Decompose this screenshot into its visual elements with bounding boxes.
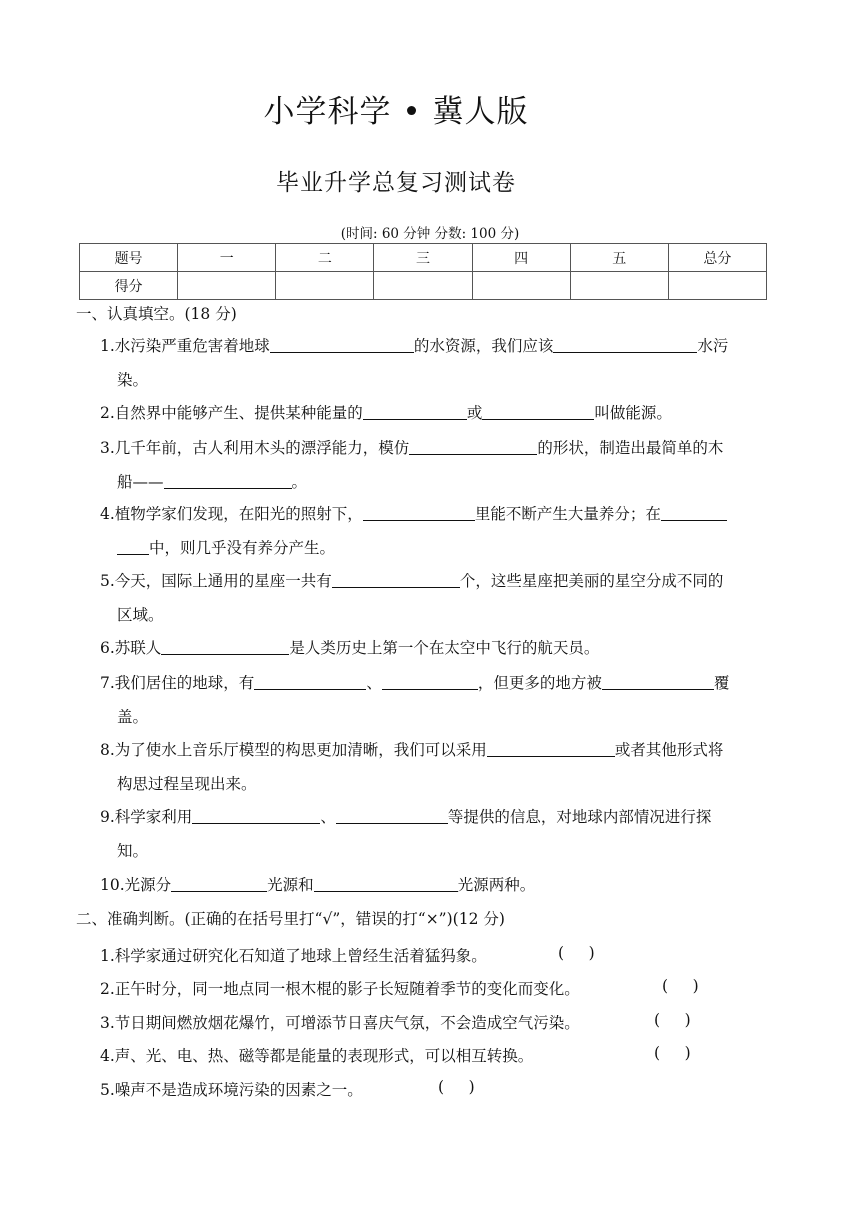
score-header-cell: 题号 (80, 244, 178, 272)
answer-blank[interactable] (336, 807, 448, 824)
score-header-cell: 总分 (668, 244, 766, 272)
question-text: 今天，国际上通用的星座一共有 (114, 572, 332, 590)
question-text: 构思过程呈现出来。 (117, 775, 257, 793)
answer-parentheses[interactable]: ( ) (558, 944, 595, 962)
score-header-cell: 一 (178, 244, 276, 272)
answer-blank[interactable] (409, 438, 537, 455)
question-text: ，但更多的地方被 (477, 674, 602, 692)
score-header-cell: 五 (570, 244, 668, 272)
question-text: 苏联人 (114, 639, 162, 657)
question-text: 船—— (117, 473, 164, 491)
score-header-cell: 四 (472, 244, 570, 272)
answer-parentheses[interactable]: ( ) (662, 977, 699, 995)
answer-blank[interactable] (553, 336, 697, 353)
question-text: 或者其他形式将 (614, 741, 724, 759)
answer-blank[interactable] (164, 472, 292, 489)
answer-blank[interactable] (332, 571, 460, 588)
answer-parentheses[interactable]: ( ) (438, 1078, 475, 1096)
question-text: 的形状，制造出最简单的木 (537, 439, 724, 457)
question-text: 等提供的信息，对地球内部情况进行探 (447, 808, 712, 826)
question-number: 4. (100, 505, 115, 523)
question-number: 10. (100, 876, 125, 894)
score-table-score-row (80, 272, 767, 300)
answer-blank[interactable] (602, 673, 714, 690)
score-header-cell: 三 (374, 244, 472, 272)
answer-blank[interactable] (487, 740, 615, 757)
question-5 (100, 564, 790, 632)
judgement-question-2: 2.正午时分，同一地点同一根木棍的影子长短随着季节的变化而变化。 (100, 980, 580, 998)
answer-blank[interactable] (382, 673, 478, 690)
question-text: 我们居住的地球，有 (114, 674, 255, 692)
judgement-question-3: 3.节日期间燃放烟花爆竹，可增添节日喜庆气氛，不会造成空气污染。 (100, 1014, 580, 1032)
score-input-cell[interactable] (668, 272, 766, 300)
question-text: 植物学家们发现，在阳光的照射下， (114, 505, 363, 523)
score-input-cell[interactable] (570, 272, 668, 300)
question-10 (100, 868, 790, 902)
question-text: 是人类历史上第一个在太空中飞行的航天员。 (289, 639, 600, 657)
question-2 (100, 396, 790, 430)
score-table (79, 243, 767, 300)
answer-blank[interactable] (363, 504, 475, 521)
question-text: 中，则几乎没有养分产生。 (149, 539, 336, 557)
score-input-cell[interactable] (178, 272, 276, 300)
judgement-question-4: 4.声、光、电、热、磁等都是能量的表现形式，可以相互转换。 (100, 1047, 534, 1065)
page-title: 小学科学 • 冀人版 (263, 94, 529, 130)
question-text: 区域。 (117, 606, 164, 624)
question-text: 的水资源，我们应该 (413, 337, 554, 355)
question-text: 几千年前，古人利用木头的漂浮能力，模仿 (114, 439, 410, 457)
answer-blank[interactable] (161, 638, 289, 655)
score-row-label: 得分 (80, 272, 178, 300)
judgement-question-1: 1.科学家通过研究化石知道了地球上曾经生活着猛犸象。 (100, 947, 487, 965)
question-6 (100, 631, 790, 665)
answer-blank[interactable] (270, 336, 414, 353)
question-text: 为了使水上音乐厅模型的构思更加清晰，我们可以采用 (114, 741, 487, 759)
question-number: 7. (100, 674, 115, 692)
question-number: 6. (100, 639, 115, 657)
score-header-cell: 二 (276, 244, 374, 272)
answer-parentheses[interactable]: ( ) (654, 1011, 691, 1029)
answer-blank-continued[interactable] (117, 538, 149, 555)
question-8 (100, 733, 790, 801)
question-number: 5. (100, 572, 115, 590)
page-subtitle: 毕业升学总复习测试卷 (276, 170, 516, 196)
section-2-heading: 二、准确判断。(正确的在括号里打“√”，错误的打“×”)(12 分) (76, 910, 505, 928)
score-input-cell[interactable] (276, 272, 374, 300)
question-text: 水污染严重危害着地球 (114, 337, 270, 355)
question-number: 3. (100, 439, 115, 457)
question-text: 里能不断产生大量养分；在 (474, 505, 661, 523)
question-text: 染。 (117, 371, 149, 389)
question-text: 、 (320, 808, 336, 826)
question-7 (100, 666, 790, 734)
answer-blank[interactable] (482, 403, 594, 420)
question-text: 覆 (713, 674, 730, 692)
question-number: 2. (100, 404, 115, 422)
answer-blank[interactable] (363, 403, 467, 420)
answer-parentheses[interactable]: ( ) (654, 1044, 691, 1062)
answer-blank[interactable] (192, 807, 320, 824)
question-text: 或 (466, 404, 483, 422)
question-text: 知。 (117, 842, 149, 860)
section-1-heading: 一、认真填空。(18 分) (76, 305, 237, 323)
question-text: 光源两种。 (457, 876, 536, 894)
question-9 (100, 800, 790, 868)
question-text: 光源分 (124, 876, 172, 894)
exam-meta: (时间: 60 分钟 分数: 100 分) (340, 226, 520, 242)
answer-blank[interactable] (171, 875, 267, 892)
question-number: 9. (100, 808, 115, 826)
question-text: 。 (291, 473, 308, 491)
question-text: 、 (366, 674, 382, 692)
answer-blank[interactable] (314, 875, 458, 892)
question-text: 水污 (697, 337, 729, 355)
answer-blank[interactable] (661, 504, 727, 521)
judgement-question-5: 5.噪声不是造成环境污染的因素之一。 (100, 1081, 363, 1099)
answer-blank[interactable] (254, 673, 366, 690)
question-text: 个，这些星座把美丽的星空分成不同的 (459, 572, 724, 590)
score-input-cell[interactable] (374, 272, 472, 300)
question-text: 科学家利用 (114, 808, 193, 826)
question-4 (100, 497, 790, 565)
score-table-header-row (80, 244, 767, 272)
question-text: 叫做能源。 (594, 404, 672, 422)
question-text: 自然界中能够产生、提供某种能量的 (114, 404, 363, 422)
question-text: 光源和 (267, 876, 314, 894)
question-text: 盖。 (117, 708, 149, 726)
question-number: 8. (100, 741, 115, 759)
question-number: 1. (100, 337, 115, 355)
question-3 (100, 431, 790, 499)
question-1 (100, 329, 790, 397)
score-input-cell[interactable] (472, 272, 570, 300)
